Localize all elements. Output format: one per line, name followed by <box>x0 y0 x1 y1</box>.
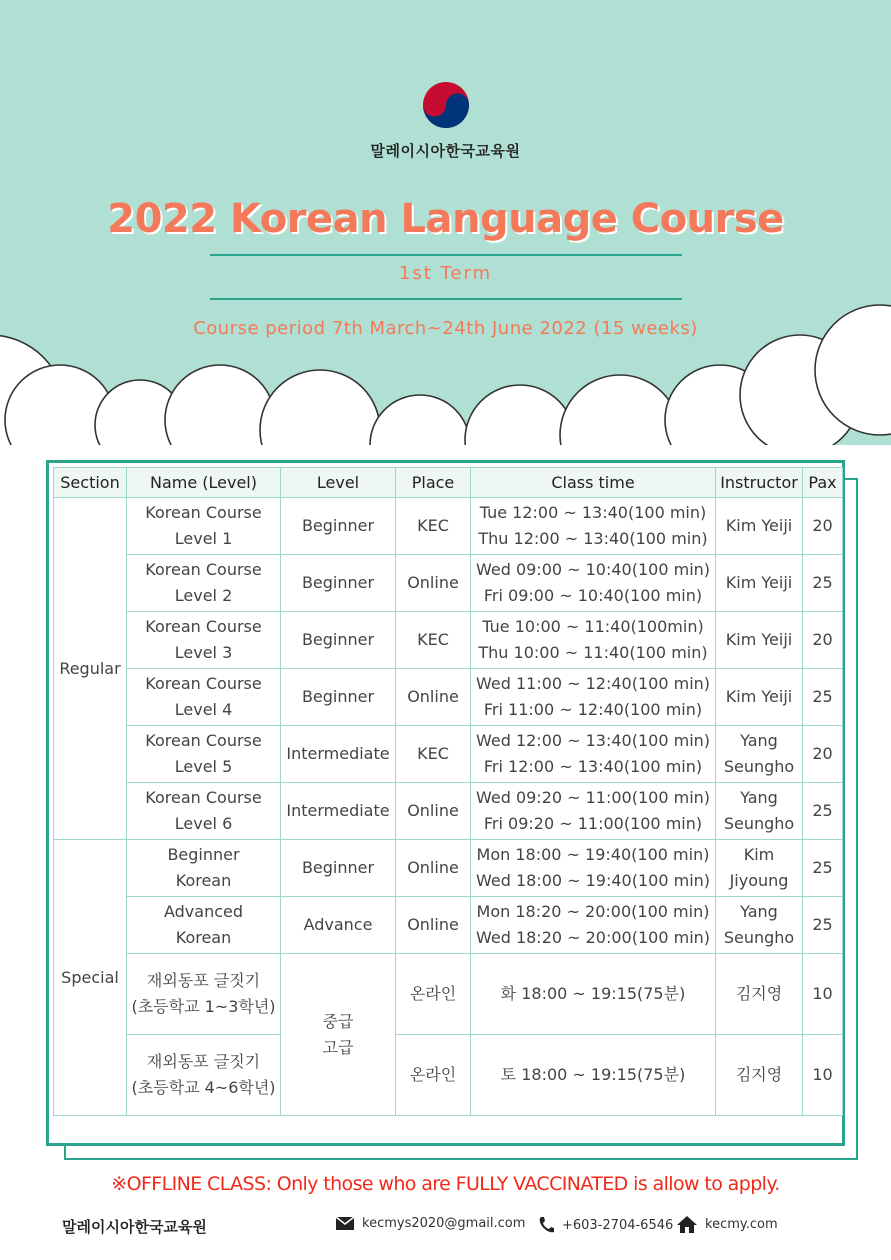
course-level: Beginner <box>281 840 396 897</box>
course-place: Online <box>396 840 471 897</box>
title-rule-top <box>210 254 682 256</box>
course-name: Korean Course Level 4 <box>127 669 281 726</box>
course-table-frame <box>46 460 845 1146</box>
header-instructor: Instructor <box>716 468 803 498</box>
header-class-time: Class time <box>471 468 716 498</box>
taegeuk-logo-icon <box>421 80 471 130</box>
header-level: Level <box>281 468 396 498</box>
pax: 10 <box>803 954 843 1035</box>
header-name: Name (Level) <box>127 468 281 498</box>
footer-org-name: 말레이시아한국교육원 <box>62 1218 207 1236</box>
pax: 25 <box>803 669 843 726</box>
home-icon <box>677 1216 697 1233</box>
table-row <box>54 498 843 555</box>
pax: 25 <box>803 555 843 612</box>
course-place: 온라인 <box>396 954 471 1035</box>
footer-website[interactable] <box>677 1216 778 1233</box>
course-place: KEC <box>396 726 471 783</box>
class-time: Wed 09:00 ~ 10:40(100 min) Fri 09:00 ~ 10:40(100 min) <box>471 555 716 612</box>
korean-course-level: 중급 고급 <box>281 954 396 1116</box>
header-place: Place <box>396 468 471 498</box>
instructor: 김지영 <box>716 1035 803 1116</box>
course-place: KEC <box>396 612 471 669</box>
class-time: Wed 11:00 ~ 12:40(100 min) Fri 11:00 ~ 12:40(100 min) <box>471 669 716 726</box>
title-rule-bottom <box>210 298 682 300</box>
pax: 20 <box>803 726 843 783</box>
table-row <box>54 1035 843 1116</box>
envelope-icon <box>336 1217 354 1230</box>
course-period: Course period 7th March~24th June 2022 (15 weeks) <box>193 318 698 339</box>
pax: 25 <box>803 897 843 954</box>
instructor: Kim Yeiji <box>716 669 803 726</box>
instructor: Kim Jiyoung <box>716 840 803 897</box>
table-row <box>54 555 843 612</box>
table-row <box>54 612 843 669</box>
footer-email[interactable] <box>336 1216 525 1231</box>
course-place: Online <box>396 555 471 612</box>
page-title: 2022 Korean Language Course <box>107 196 784 242</box>
course-name: Korean Course Level 1 <box>127 498 281 555</box>
course-level: Beginner <box>281 669 396 726</box>
instructor: Yang Seungho <box>716 726 803 783</box>
course-place: Online <box>396 669 471 726</box>
instructor: Yang Seungho <box>716 897 803 954</box>
course-level: Intermediate <box>281 726 396 783</box>
course-level: Beginner <box>281 555 396 612</box>
course-level: Beginner <box>281 498 396 555</box>
course-name: 재외동포 글짓기 (초등학교 4~6학년) <box>127 1035 281 1116</box>
course-table <box>53 467 843 1116</box>
term-label: 1st Term <box>398 263 493 284</box>
course-name: Beginner Korean <box>127 840 281 897</box>
course-name: Korean Course Level 2 <box>127 555 281 612</box>
course-name: Korean Course Level 6 <box>127 783 281 840</box>
course-name: Korean Course Level 3 <box>127 612 281 669</box>
course-place: Online <box>396 783 471 840</box>
class-time: Mon 18:00 ~ 19:40(100 min) Wed 18:00 ~ 19:40(100 min) <box>471 840 716 897</box>
course-place: KEC <box>396 498 471 555</box>
course-level: Advance <box>281 897 396 954</box>
course-name: Advanced Korean <box>127 897 281 954</box>
class-time: 화 18:00 ~ 19:15(75분) <box>471 954 716 1035</box>
class-time: Wed 09:20 ~ 11:00(100 min) Fri 09:20 ~ 11:00(100 min) <box>471 783 716 840</box>
pax: 20 <box>803 612 843 669</box>
footer-website-text: kecmy.com <box>705 1217 778 1232</box>
vaccination-notice: ※OFFLINE CLASS: Only those who are FULLY VACCINATED is allow to apply. <box>111 1173 780 1195</box>
footer-phone[interactable] <box>538 1216 673 1234</box>
footer-phone-text: +603-2704-6546 <box>562 1217 674 1233</box>
course-level: Beginner <box>281 612 396 669</box>
pax: 20 <box>803 498 843 555</box>
course-name: 재외동포 글짓기 (초등학교 1~3학년) <box>127 954 281 1035</box>
table-row <box>54 783 843 840</box>
class-time: Mon 18:20 ~ 20:00(100 min) Wed 18:20 ~ 20:00(100 min) <box>471 897 716 954</box>
instructor: Kim Yeiji <box>716 498 803 555</box>
class-time: Tue 12:00 ~ 13:40(100 min) Thu 12:00 ~ 13:40(100 min) <box>471 498 716 555</box>
course-level: Intermediate <box>281 783 396 840</box>
header-pax: Pax <box>803 468 843 498</box>
pax: 25 <box>803 840 843 897</box>
pax: 25 <box>803 783 843 840</box>
org-name-top: 말레이시아한국교육원 <box>370 142 521 160</box>
section-cell-regular: Regular <box>54 498 127 840</box>
footer-email-text: kecmys2020@gmail.com <box>362 1216 526 1231</box>
pax: 10 <box>803 1035 843 1116</box>
class-time: Wed 12:00 ~ 13:40(100 min) Fri 12:00 ~ 13:40(100 min) <box>471 726 716 783</box>
table-row <box>54 897 843 954</box>
course-name: Korean Course Level 5 <box>127 726 281 783</box>
table-header-row <box>54 468 843 498</box>
table-row <box>54 840 843 897</box>
course-place: Online <box>396 897 471 954</box>
class-time: 토 18:00 ~ 19:15(75분) <box>471 1035 716 1116</box>
table-row <box>54 726 843 783</box>
table-row <box>54 669 843 726</box>
table-row <box>54 954 843 1035</box>
course-place: 온라인 <box>396 1035 471 1116</box>
class-time: Tue 10:00 ~ 11:40(100min) Thu 10:00 ~ 11:40(100 min) <box>471 612 716 669</box>
instructor: 김지영 <box>716 954 803 1035</box>
phone-icon <box>538 1216 554 1234</box>
instructor: Yang Seungho <box>716 783 803 840</box>
instructor: Kim Yeiji <box>716 555 803 612</box>
instructor: Kim Yeiji <box>716 612 803 669</box>
section-cell-special: Special <box>54 840 127 1116</box>
header-section: Section <box>54 468 127 498</box>
